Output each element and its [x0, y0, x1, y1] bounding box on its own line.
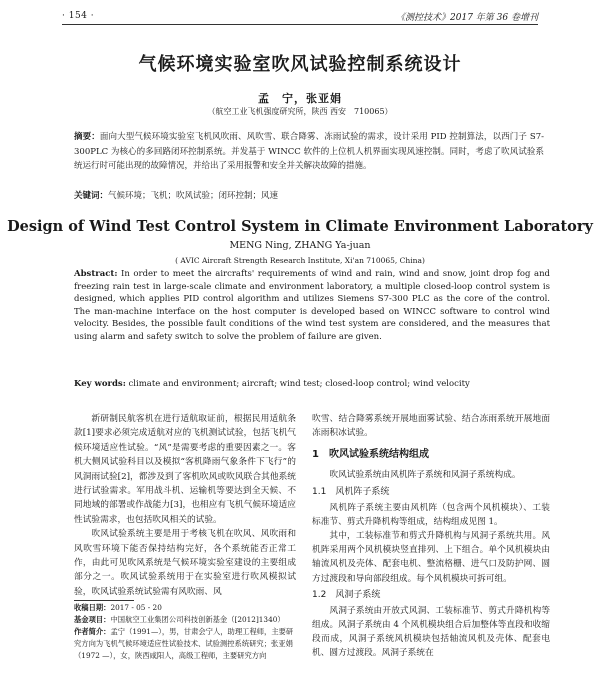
page-number: · 154 ·: [62, 11, 95, 21]
authors-chinese: 孟 宁，张亚娟: [258, 92, 342, 105]
footnote-received: [74, 602, 296, 614]
body-paragraph: 吹风试验系统主要是用于考核飞机在吹风、风吹雨和风吹雪环境下能否保持结构完好，各个系统能否正常工作，由此可见吹风系统是气候环境实验室建设的主要组成部分之一。吹风试验系统用于在实验室进行吹风模拟试验，吹风试验系统试验需有风吹雨、风: [74, 529, 296, 597]
title-chinese: 气候环境实验室吹风试验控制系统设计: [138, 54, 462, 75]
abstract-english-text: In order to meet the aircrafts' requirements of wind and rain, wind and snow, joint drop fog and freezing rain test in large-scale climate and environment laboratory, a multiple closed-loop control system is designed, which applies PID control algorithm and utilizes Siemens S7-300 PLC as the core of the control. The man-machine interface on the host computer is developed based on WINCC software to control wind velocity. Besides, the possible fault conditions of the wind test system are considered, and the measures that using alarm and safety switch to solve the problem of failure are given.: [74, 269, 550, 342]
body-paragraph: 其中，工装标准节和剪式升降机构与风洞子系统共用。风机阵采用两个风机模块竖直排列、上下组合。单个风机模块由轴流风机及壳体、配套电机、整流格栅、进气口及防护网、圆方过渡段和导向部段组成。每个风机模块可拆可组。: [312, 531, 550, 584]
subsection-heading: 1.1 风机阵子系统: [312, 486, 390, 497]
body-paragraph: 风机阵子系统主要由风机阵（包含两个风机模块）、工装标准节、剪式升降机构等组成，结构组成见图 1。: [312, 502, 550, 527]
section-heading: 1 吹风试验系统结构组成: [312, 449, 429, 461]
abstract-chinese-text: 面向大型气候环境实验室飞机风吹雨、风吹雪、联合降雾、冻雨试验的需求，设计采用 PID 控制算法，以西门子 S7-300PLC 为核心的多回路闭环控制系统。并发基于 WINCC 软件的上位机人机界面实现风速控制。同时，考虑了吹风试验系统运行时可能出现的故障情况，并给出了采用报警和安全并关解决故障的措施。: [74, 132, 544, 171]
body-paragraph: 吹雪、结合降雾系统开展地面雾试验、结合冻雨系统开展地面冻雨积冰试验。: [312, 414, 550, 439]
keywords-english-label: Key words:: [74, 379, 126, 389]
keywords-chinese: [74, 189, 544, 203]
subsection-heading: 1.2 风洞子系统: [312, 589, 381, 600]
body-column-right: [312, 412, 550, 661]
footnote-fund-label: 基金项目：: [74, 615, 111, 624]
section-intro: 吹风试验系统由风机阵子系统和风洞子系统构成。: [329, 470, 521, 481]
keywords-chinese-label: 关键词：: [74, 191, 109, 201]
keywords-english-text: climate and environment; aircraft; wind test; closed-loop control; wind velocity: [125, 379, 470, 389]
abstract-chinese-label: 摘要：: [74, 132, 100, 142]
body-paragraph: 新研制民航客机在进行适航取证前，根据民用适航条款[1]要求必须完成适航对应的飞机测试试验，包括飞机气候环境适应性试验。“风”是需要考虑的重要因素之一。客机大侧风试验科目以及模拟“客机降雨气象条件下飞行”的风洞雨试验[2]，都涉及到了客机吹风或吹风联合其他系统进行试验需求。军用战斗机、运输机等要达到全天候、不同地域的部署或作战能力[3]，也相应有飞机气候环境适应性试验需求，也包括吹风相关的试验。: [74, 414, 296, 525]
footnote-fund: [74, 614, 296, 626]
affiliation-chinese: （航空工业飞机强度研究所，陕西 西安 710065）: [207, 107, 393, 116]
footnote-bio: [74, 626, 296, 662]
footnote-bio-text: 孟宁（1991—），男，甘肃会宁人，助理工程师，主要研究方向为飞机气候环境适应性试验技术、试验测控系统研究；张亚娟（1972 —），女，陕西咸阳人，高级工程师，主要研究方向: [74, 627, 294, 660]
body-column-left: [74, 412, 296, 599]
authors-english: MENG Ning, ZHANG Ya-juan: [229, 240, 371, 251]
footnote: [74, 602, 296, 662]
abstract-english: [74, 268, 550, 344]
footnote-fund-text: 中国航空工业集团公司科技创新基金（[2012]1340）: [110, 615, 285, 624]
abstract-chinese: [74, 130, 544, 174]
keywords-chinese-text: 气候环境；飞机；吹风试验；闭环控制；风速: [108, 191, 279, 201]
footnote-bio-label: 作者简介：: [74, 627, 111, 636]
footnote-received-date: 2017 - 05 - 20: [110, 603, 162, 612]
title-english: Design of Wind Test Control System in Climate Environment Laboratory: [7, 218, 593, 235]
journal-name: 《测控技术》2017 年第 36 卷增刊: [396, 12, 538, 23]
running-header: [62, 7, 538, 25]
abstract-english-label: Abstract:: [74, 269, 118, 279]
keywords-english: [74, 378, 550, 390]
body-paragraph: 风洞子系统由开放式风洞、工装标准节、剪式升降机构等组成。风洞子系统由 4 个风机模块组合后加整体等直段和收缩段而成，风洞子系统风机模块包括轴流风机及壳体、配套电机、圆方过渡段。风洞子系统在: [312, 605, 550, 659]
affiliation-english: ( AVIC Aircraft Strength Research Institute, Xi'an 710065, China): [175, 256, 425, 265]
footnote-rule: [74, 600, 134, 601]
footnote-received-label: 收稿日期：: [74, 603, 111, 612]
header-rule: [62, 24, 538, 25]
